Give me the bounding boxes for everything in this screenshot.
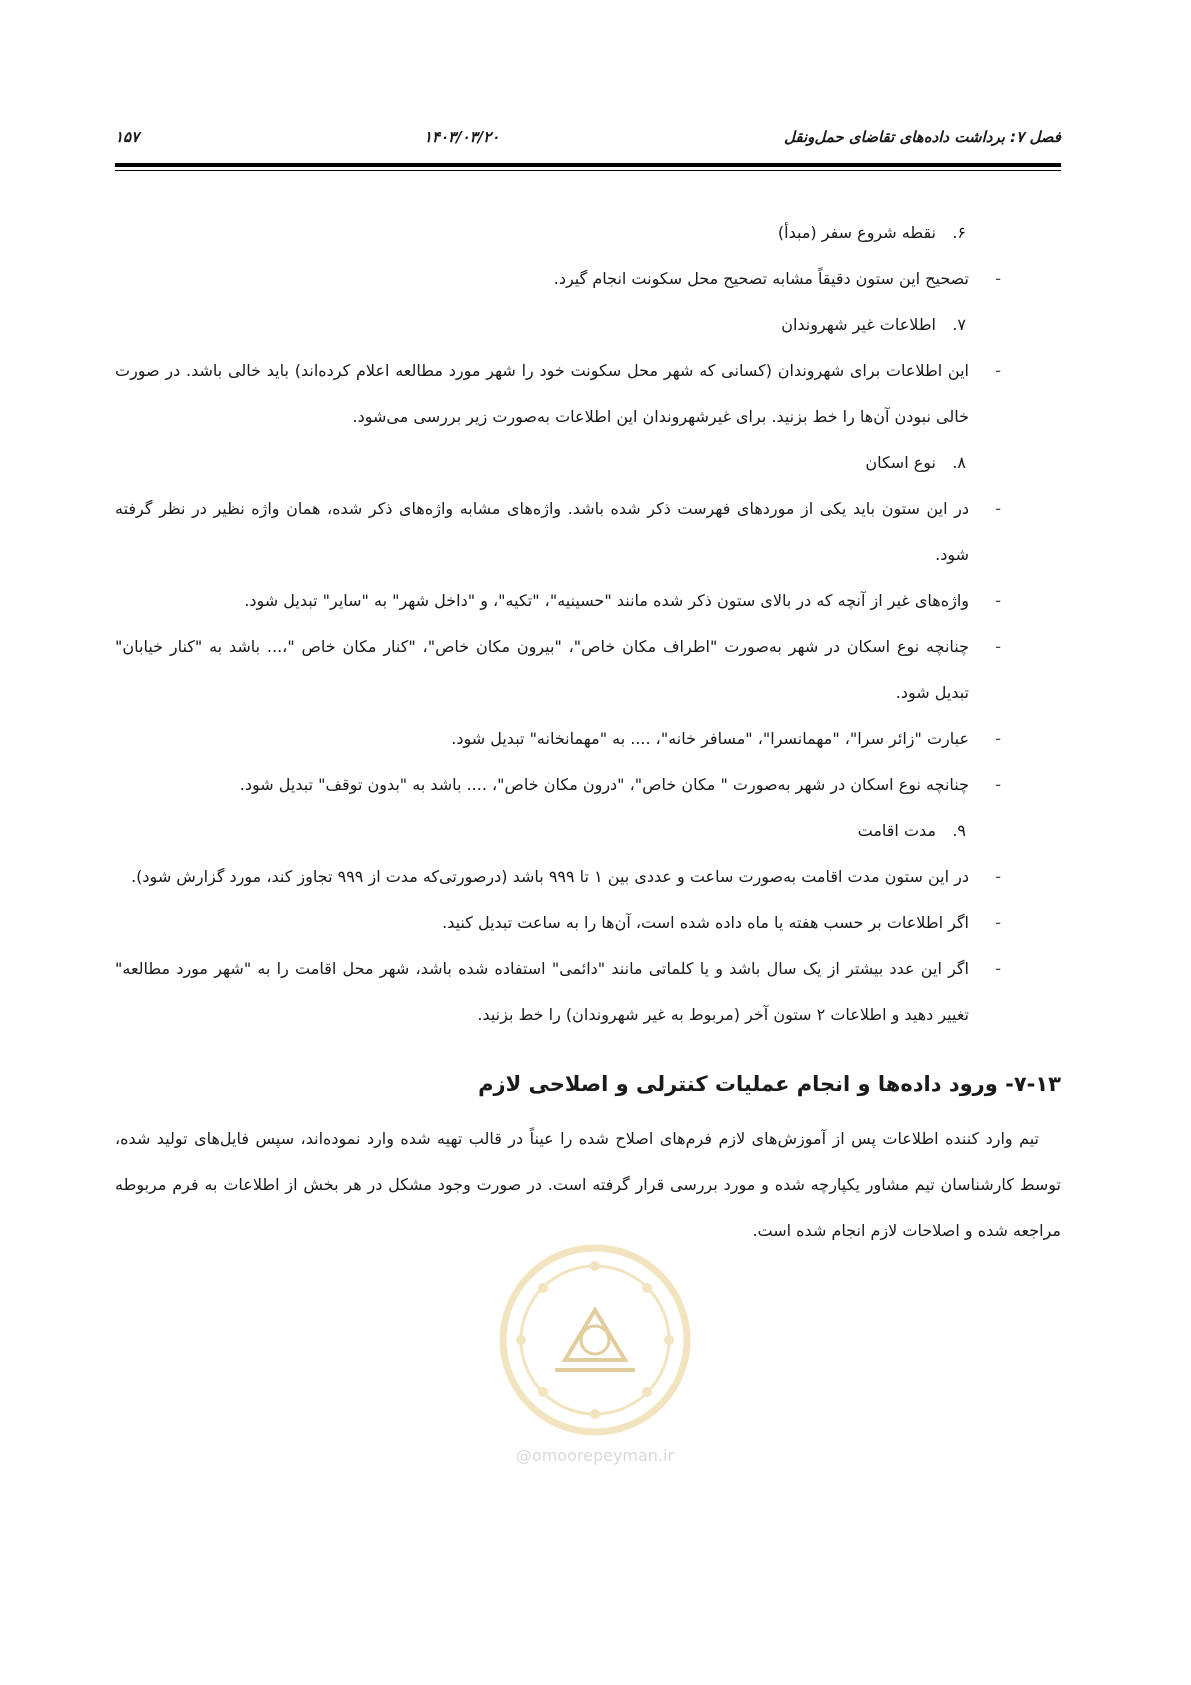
bullet-text: این اطلاعات برای شهروندان (کسانی که شهر محل سکونت خود را شهر مورد مطالعه اعلام کرده‌اند) باید خالی باشد. در صورت خالی نبودن آن‌ها را خط بزنید. برای غیرشهروندان این اطلاعات به‌صورت زیر بررسی می‌شود.	[115, 361, 969, 426]
dash-marker: -	[995, 591, 1001, 610]
dash-marker: -	[995, 269, 1001, 288]
list-item-number: ۶.	[952, 223, 966, 242]
dash-marker: -	[995, 959, 1001, 978]
dash-marker: -	[995, 913, 1001, 932]
bullet-item	[115, 854, 1001, 900]
watermark-url: @omoorepeyman.ir	[515, 1446, 675, 1465]
list-item-title: نوع اسکان	[865, 453, 936, 472]
dash-marker: -	[995, 361, 1001, 380]
list-item-title: اطلاعات غیر شهروندان	[781, 315, 936, 334]
dash-marker: -	[995, 637, 1001, 656]
page-number: ۱۵۷	[115, 128, 140, 146]
bullet-item	[115, 716, 1001, 762]
chapter-title: فصل ۷: برداشت داده‌های تقاضای حمل‌ونقل	[784, 128, 1061, 146]
list-item-number: ۸.	[952, 453, 966, 472]
bullet-text: عبارت "زائر سرا"، "مهمانسرا"، "مسافر خانه"، .... به "مهمانخانه" تبدیل شود.	[451, 729, 969, 748]
bullet-text: واژه‌های غیر از آنچه که در بالای ستون ذکر شده مانند "حسینیه"، "تکیه"، و "داخل شهر" به "سایر" تبدیل شود.	[244, 591, 969, 610]
watermark-seal-icon	[495, 1240, 695, 1440]
bullet-item	[115, 486, 1001, 578]
page-header	[115, 126, 1061, 148]
bullet-item	[115, 348, 1001, 440]
bullet-text: چنانچه نوع اسکان در شهر به‌صورت "اطراف مکان خاص"، "بیرون مکان خاص"، "کنار مکان خاص "،... باشد به "کنار خیابان" تبدیل شود.	[115, 637, 969, 702]
bullet-item	[115, 256, 1001, 302]
bullet-item	[115, 624, 1001, 716]
section-heading: ۷-۱۳- ورود داده‌ها و انجام عملیات کنترلی و اصلاحی لازم	[478, 1072, 1061, 1096]
header-rule	[115, 163, 1061, 167]
list-item-6	[115, 210, 966, 256]
bullet-text: چنانچه نوع اسکان در شهر به‌صورت " مکان خاص"، "درون مکان خاص"، .... باشد به "بدون توقف" تبدیل شود.	[239, 775, 969, 794]
section-paragraph: تیم وارد کننده اطلاعات پس از آموزش‌های لازم فرم‌های اصلاح شده را عیناً در قالب تهیه شده وارد نموده‌اند، سپس فایل‌های تولید شده، توسط کارشناسان تیم مشاور یکپارچه شده و مورد بررسی قرار گرفته است. در صورت وجود مشکل در هر بخش از اطلاعات به فرم مربوطه مراجعه شده و اصلاحات لازم انجام شده است.	[115, 1129, 1061, 1240]
list-item-8	[115, 440, 966, 486]
dash-marker: -	[995, 729, 1001, 748]
list-item-number: ۹.	[952, 821, 966, 840]
bullet-text: اگر اطلاعات بر حسب هفته یا ماه داده شده است، آن‌ها را به ساعت تبدیل کنید.	[442, 913, 969, 932]
dash-marker: -	[995, 867, 1001, 886]
list-item-number: ۷.	[952, 315, 966, 334]
dash-marker: -	[995, 775, 1001, 794]
bullet-item	[115, 900, 1001, 946]
list-item-title: مدت اقامت	[857, 821, 936, 840]
dash-marker: -	[995, 499, 1001, 518]
list-item-9	[115, 808, 966, 854]
bullet-text: تصحیح این ستون دقیقاً مشابه تصحیح محل سکونت انجام گیرد.	[553, 269, 969, 288]
bullet-item	[115, 762, 1001, 808]
watermark	[490, 1240, 700, 1510]
bullet-item	[115, 578, 1001, 624]
bullet-item	[115, 946, 1001, 1038]
bullet-text: در این ستون مدت اقامت به‌صورت ساعت و عددی بین ۱ تا ۹۹۹ باشد (درصورتی‌که مدت از ۹۹۹ تجاوز کند، مورد گزارش شود).	[131, 867, 969, 886]
list-item-7	[115, 302, 966, 348]
list-item-title: نقطه شروع سفر (مبدأ)	[777, 223, 936, 242]
header-date: ۱۴۰۳/۰۳/۲۰	[423, 128, 500, 146]
page-body	[115, 210, 1061, 1254]
bullet-text: در این ستون باید یکی از موردهای فهرست ذکر شده باشد. واژه‌های مشابه واژه‌های ذکر شده، همان واژه نظیر در نظر گرفته شود.	[115, 499, 969, 564]
bullet-text: اگر این عدد بیشتر از یک سال باشد و یا کلماتی مانند "دائمی" استفاده شده باشد، شهر محل اقامت را به "شهر مورد مطالعه" تغییر دهید و اطلاعات ۲ ستون آخر (مربوط به غیر شهروندان) را خط بزنید.	[115, 959, 969, 1024]
